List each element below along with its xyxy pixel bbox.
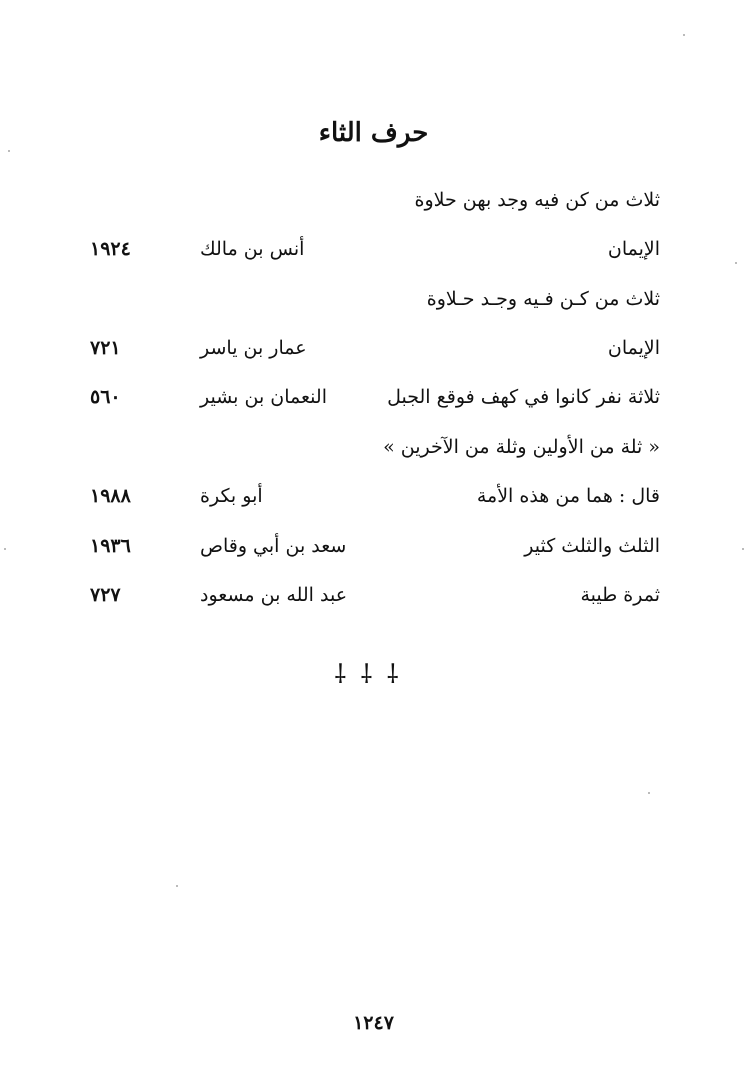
index-row (90, 282, 660, 316)
scan-speck (176, 885, 178, 887)
hadith-text: ثلاث من كـن فـيه وجـد حـلاوة (426, 288, 660, 310)
page-number: ١٢٤٧ (353, 1012, 394, 1034)
hadith-number: ١٩٣٦ (90, 535, 131, 557)
hadith-number: ٧٢١ (90, 337, 121, 359)
hadith-number: ٥٦٠ (90, 386, 121, 408)
index-row (90, 529, 660, 563)
hadith-text: الإيمان (607, 337, 660, 359)
index-row (90, 232, 660, 266)
hadith-number: ٧٢٧ (90, 584, 121, 606)
index-row (90, 430, 660, 464)
scan-speck (742, 548, 744, 550)
section-end-ornament: ⸸⸸⸸ (334, 660, 413, 690)
narrator: أبو بكرة (200, 485, 263, 507)
hadith-number: ١٩٢٤ (90, 238, 131, 260)
index-row (90, 380, 660, 414)
hadith-text: ثلاثة نفر كانوا في كهف فوقع الجبل (387, 386, 660, 408)
page-title: حرف الثاء (318, 118, 429, 148)
hadith-text: قال : هما من هذه الأمة (476, 485, 660, 507)
narrator: النعمان بن بشير (200, 386, 327, 408)
scan-speck (735, 262, 737, 264)
index-row (90, 331, 660, 365)
hadith-number: ١٩٨٨ (90, 485, 131, 507)
index-row (90, 183, 660, 217)
narrator: سعد بن أبي وقاص (200, 535, 347, 557)
narrator: عمار بن ياسر (200, 337, 307, 359)
hadith-text: « ثلة من الأولين وثلة من الآخرين » (383, 436, 660, 458)
index-row (90, 479, 660, 513)
narrator: عبد الله بن مسعود (200, 584, 348, 606)
hadith-text: ثلاث من كن فيه وجد بهن حلاوة (414, 189, 660, 211)
hadith-text: الإيمان (607, 238, 660, 260)
scan-speck (8, 150, 10, 152)
scan-speck (4, 548, 6, 550)
hadith-text: الثلث والثلث كثير (524, 535, 660, 557)
scan-speck (648, 792, 650, 794)
index-row (90, 578, 660, 612)
hadith-text: ثمرة طيبة (580, 584, 660, 606)
scan-speck (683, 34, 685, 36)
narrator: أنس بن مالك (200, 238, 305, 260)
